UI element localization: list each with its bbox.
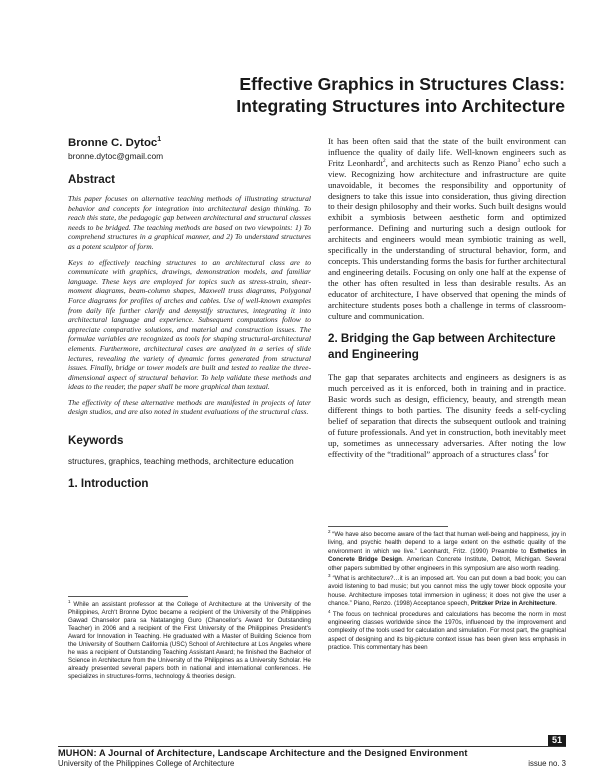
author-name: Bronne C. Dytoc$^1$ bbox=[68, 136, 162, 149]
abstract-paragraph-3: The effectivity of these alternative methods are manifested in projects of later design studios, and are also noted in student evaluations of the structural class. bbox=[68, 397, 311, 417]
section-2-paragraph: The gap that separates architects and engineers as designers is as much perceived as it is enforced, both in training and in practice. Basic words such as design, efficiency, beauty, and strength mean different things to both parties. The disunity feeds a self-cycling belief of separation that directs the subsequent outlook and training of future professionals. And yet in construction, both inevitably meet up, sometimes as unnecessary adversaries. After noting the low effectivity of the “traditional” approach of a structures class$^4$ for bbox=[328, 372, 566, 459]
page-number-badge: 51 bbox=[548, 735, 566, 746]
author-email: bronne.dytoc@gmail.com bbox=[68, 151, 164, 161]
abstract-heading: Abstract bbox=[68, 173, 116, 186]
author-footnote-mark: 1 bbox=[157, 136, 162, 144]
paper-title-line-2: Integrating Structures into Architecture bbox=[236, 96, 565, 116]
issue-number: issue no. 3 bbox=[528, 759, 566, 768]
keywords-text: structures, graphics, teaching methods, architecture education bbox=[68, 457, 294, 467]
paper-title bbox=[150, 73, 565, 117]
abstract-paragraph-1: This paper focuses on alternative teaching methods of illustrating structural behavior and concepts for integration into architectural design thinking. To reach this state, the pedagogic gap between architectural and structural classes needs to be bridged. The teaching methods are based on two viewpoints: 1) To comprehend structures in a graphical manner, and 2) To understand structures as a potent sculptor of form. bbox=[68, 194, 311, 251]
journal-name: MUHON: A Journal of Architecture, Landscape Architecture and the Designed Environment bbox=[58, 748, 468, 758]
footnote-area-right bbox=[328, 526, 566, 653]
footnote-area-left bbox=[68, 596, 311, 681]
footnote-2: $^2$ “We have also become aware of the fact that human well-being and happiness, joy in living, and psychic health depend to a large extent on the esthetic quality of the environment in which we live.” Leonhardt, Fritz. (1990) Preamble to Esthetics in Concrete Bridge Design. American Concrete Institute, Detroit, Michigan. Several other papers submitted by other engineers in this symposium are also worth reading. bbox=[328, 528, 566, 572]
keywords-heading: Keywords bbox=[68, 434, 124, 448]
right-column bbox=[328, 136, 566, 460]
section-2-heading: 2. Bridging the Gap between Architecture and Engineering bbox=[328, 332, 556, 362]
paper-title-line-1: Effective Graphics in Structures Class: bbox=[239, 74, 565, 94]
footer-rule bbox=[58, 746, 566, 747]
university-name: University of the Philippines College of Architecture bbox=[58, 759, 235, 768]
intro-paragraph: It has been often said that the state of the built environment can influence the quality of daily life. Well-known engineers such as Fritz Leonhardt$^2$, and architects such as Renzo Piano$^3$ echo such a view. Recognizing how architecture and infrastructure are quite unavoidable, it becomes the responsibility and opportunity of designers to take this issue into consideration, thus giving direction to their design philosophy and their works. Such built designs would exhibit a symbiosis between aesthetic form and optimized performance. Defining and nurturing such a design outlook for architects and engineers would mean symbiotic training as well, specifically in the understanding of structural behavior, form, and concepts. This understanding forms the basis for further architectural and engineering details. Focusing on only one half at the expense of the other has often resulted in less than desirable results. As an educator of architecture, I have observed that opening the minds of architecture students poses both a challenge in terms of classroom-culture and communication. bbox=[328, 136, 566, 321]
abstract-paragraph-2: Keys to effectively teaching structures to an architectural class are to communicate with graphics, drawings, demonstration models, and familiar language. These keys are employed for topics such as stress-strain, shear-moment diagrams, beam-column shapes, Maxwell truss diagrams, Polygonal Force diagrams for profiles of arches and cables. Use of well-known examples from daily life further clarify and demystify structures, integrating it into architectural language and experience. Subsequent computations follow to appreciate comparative solutions, and material and construction issues. The formulae variables are recognized as tools for shaping structural-architectural elements. Furthermore, architectural cases are analyzed in a series of slide lectures, revealing the variety of dynamic forms generated from structural issues. Finally, bridge or tower models are built and tested to realize the three-dimensional aspect of structural behavior. To help validate these methods and ideas to the reader, the paper shall be more graphical than textual. bbox=[68, 257, 311, 392]
left-column bbox=[68, 136, 311, 491]
footnote-1: $^1$ While an assistant professor at the College of Architecture at the University of the Philippines, Arch't Bronne Dytoc became a recipient of the University of the Philippines Gawad Chanselor para sa Natatanging Guro (Chancellor's Award for Outstanding Teacher) in 2006 and a recipient of the First University of the Philippines President's Award for Innovation in Teaching. He graduated with a Master of Building Science from the University of Southern California (USC) School of Architecture at Los Angeles where he was a recipient of Outstanding Teaching Assistant Award; he finished the Bachelor of Science in Architecture from the University of the Philippines as a University Scholar. He already presented several papers both in national and international conferences. He specializes in structures-forms, technology & theories design. bbox=[68, 598, 311, 681]
footnote-4: $^4$ The focus on technical procedures and calculations has become the norm in most engineering classes worldwide since the 1970s, influenced by the improvement and complexity of the tools used for calculation and simulation. For most part, the graphical aspect of designing and its big-picture context issue has been given less emphasis in practice. This commentary has been bbox=[328, 608, 566, 652]
introduction-heading: 1. Introduction bbox=[68, 477, 149, 491]
footnote-3: $^3$ “What is architecture?…it is an imposed art. You can put down a bad book; you can avoid listening to bad music; but you cannot miss the ugly tower block opposite your house. Architecture imposes total immersion in ugliness; it does not give the user a chance.” Piano, Renzo. (1998) Acceptance speech, Pritzker Prize in Architecture. bbox=[328, 572, 566, 608]
